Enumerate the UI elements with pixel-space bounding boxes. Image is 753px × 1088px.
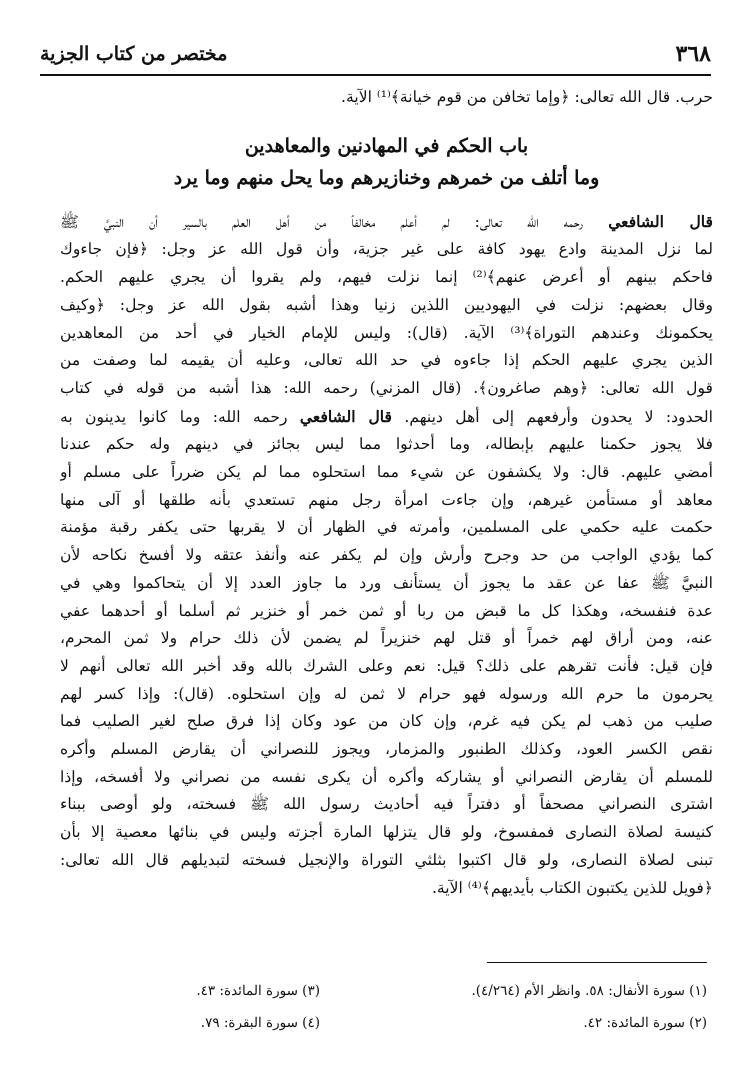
text-line: وقال بعضهم: نزلت في اليهوديين اللذين زنيا وهذا أشبه بقول الله عز وجل: ﴿وكيف bbox=[60, 295, 713, 314]
intro-line: حرب. قال الله تعالى: ﴿وإما تخافن من قوم خيانة﴾⁽¹⁾ الآية. bbox=[341, 88, 713, 106]
text-line: كنيسة لصلاة النصارى فمفسوخ، ولو قال يتزلها المارة أجزته وليس في بنائها معصية إلا بأن bbox=[60, 823, 713, 842]
text-line: فإن قيل: فأنت تقرهم على ذلك؟ قيل: نعم وعلى الشرك بالله وقد أخبر الله تعالى أنهم لا bbox=[60, 656, 713, 675]
text-line: أمضي عليهم. قال: ولا يكشفون عن شيء مما استحلوه مما لم يكن ضرراً على مسلم أو bbox=[60, 463, 713, 482]
speaker-name: قال الشافعي bbox=[299, 406, 393, 426]
text-line: عنه، ومن أراق لهم خمراً أو قتل لهم خنزيراً لم يضمن لأن ذلك حرام ولا ثمن المحرم، bbox=[60, 629, 713, 648]
text-line: يحكمونك وعندهم التوراة﴾⁽³⁾ الآية. (قال): وليس للإمام الخيار في أحد من المعاهدين bbox=[60, 323, 713, 342]
text-line: فلا يجوز حكمنا عليهم بإبطاله، وما أحدثوا مما ليس بجائز في دينهم وله حكم عندنا bbox=[60, 435, 713, 454]
page-number: ٣٦٨ bbox=[675, 41, 711, 67]
text-line: قال الشافعي رحمه الله تعالى: لم أعلم مخالفاً من أهل العلم بالسير أن النبيَّ ﷺ bbox=[60, 211, 713, 231]
text-line: فاحكم بينهم أو أعرض عنهم﴾⁽²⁾ إنما نزلت فيهم، ولم يقروا أن يجري عليهم الحكم. bbox=[60, 268, 713, 287]
text-line: قول الله تعالى: ﴿وهم صاغرون﴾. (قال المزني) رحمه الله: هذا أشبه من قوله في كتاب bbox=[60, 378, 713, 397]
text-line: للمسلم أن يقارض النصراني أو يشاركه وأكره أن يكرى نفسه من نصراني ولا أفسخه، وإذا bbox=[60, 767, 713, 786]
text-line: الذين يجري عليهم الحكم إذا جاءوه في حد الله تعالى، وعليه أن يقيمه لما وصفت من bbox=[60, 351, 713, 370]
text-line: تبنى لصلاة النصارى، ولو قال اكتبوا بثلثي التوراة والإنجيل فسخته لتبديلهم قال الله تعالى: bbox=[60, 850, 713, 869]
footnote-3: (٣) سورة المائدة: ٤٣. bbox=[196, 983, 320, 999]
text-line: نقص الكسر العود، وكذلك الطنبور والمزمار، ويجوز للنصراني أن يقارض المسلم وأكره bbox=[60, 740, 713, 759]
footnote-1: (١) سورة الأنفال: ٥٨. وانظر الأم (٤/٢٦٤). bbox=[471, 983, 707, 999]
text-line: عدة فنفسخه، وهكذا كل ما قبض من ربا أو ثمن خمر أو خنزير ثم أسلما أو أحدهما عفي bbox=[60, 601, 713, 620]
speaker-name: قال الشافعي bbox=[608, 211, 713, 231]
text-line: حكمت عليه حكمي على المسلمين، وأمرته في الظهار أن لا يقربها حتى يكفر رقبة مؤمنة bbox=[60, 518, 713, 537]
chapter-heading: باب الحكم في المهادنين والمعاهدين bbox=[244, 134, 529, 157]
footnotes bbox=[60, 962, 707, 1039]
text-line: الحدود: لا يحدون وأرفعهم إلى أهل دينهم. قال الشافعي رحمه الله: وما كانوا يدينون به bbox=[60, 406, 713, 426]
footnote-4: (٤) سورة البقرة: ٧٩. bbox=[200, 1015, 320, 1031]
footnote-2: (٢) سورة المائدة: ٤٢. bbox=[583, 1015, 707, 1031]
text-line: كما يؤدي الواجب من حد وجرح وأرش وإن لم يكفر عنه وأنفذ عتقه ولا أفسخ نكاحه لأن bbox=[60, 546, 713, 565]
footnote-divider bbox=[487, 962, 707, 963]
running-title: مختصر من كتاب الجزية bbox=[40, 43, 228, 65]
text-line: النبيَّ ﷺ عفا عن عقد ما يجوز أن يستأنف ورد ما جاوز العدد إلا أن يتحاكموا وهي في bbox=[60, 573, 713, 592]
chapter-subheading: وما أتلف من خمرهم وخنازيرهم وما يحل منهم وما يرد bbox=[173, 166, 600, 189]
footnote-row bbox=[60, 1007, 707, 1039]
body-text bbox=[60, 84, 713, 902]
text-line: ﴿فويل للذين يكتبون الكتاب بأيديهم﴾⁽⁴⁾ الآية. bbox=[431, 878, 713, 897]
text-line: اشترى النصراني مصحفاً أو دفتراً فيه أحاديث رسول الله ﷺ فسخته، ولو أوصى ببناء bbox=[60, 795, 713, 814]
footnote-row bbox=[60, 975, 707, 1007]
page-header bbox=[40, 34, 711, 76]
text-line: صليب من ذهب لم يكن فيه غرم، وإن كان من عود وكان إذا فرق صلح لغير الصليب فما bbox=[60, 712, 713, 731]
text-line: لما نزل المدينة وادع يهود كافة على غير جزية، وأن قول الله عز وجل: ﴿فإن جاءوك bbox=[60, 240, 713, 259]
text-line: معاهد أو مستأمن غيرهم، وإن جاءت امرأة رجل منهم تستعدي بأنه طلقها أو آلى منها bbox=[60, 490, 713, 509]
text-line: يحرمون ما حرم الله ورسوله فهو حرام لا ثمن له وإن استحلوه. (قال): وإذا كسر لهم bbox=[60, 684, 713, 703]
